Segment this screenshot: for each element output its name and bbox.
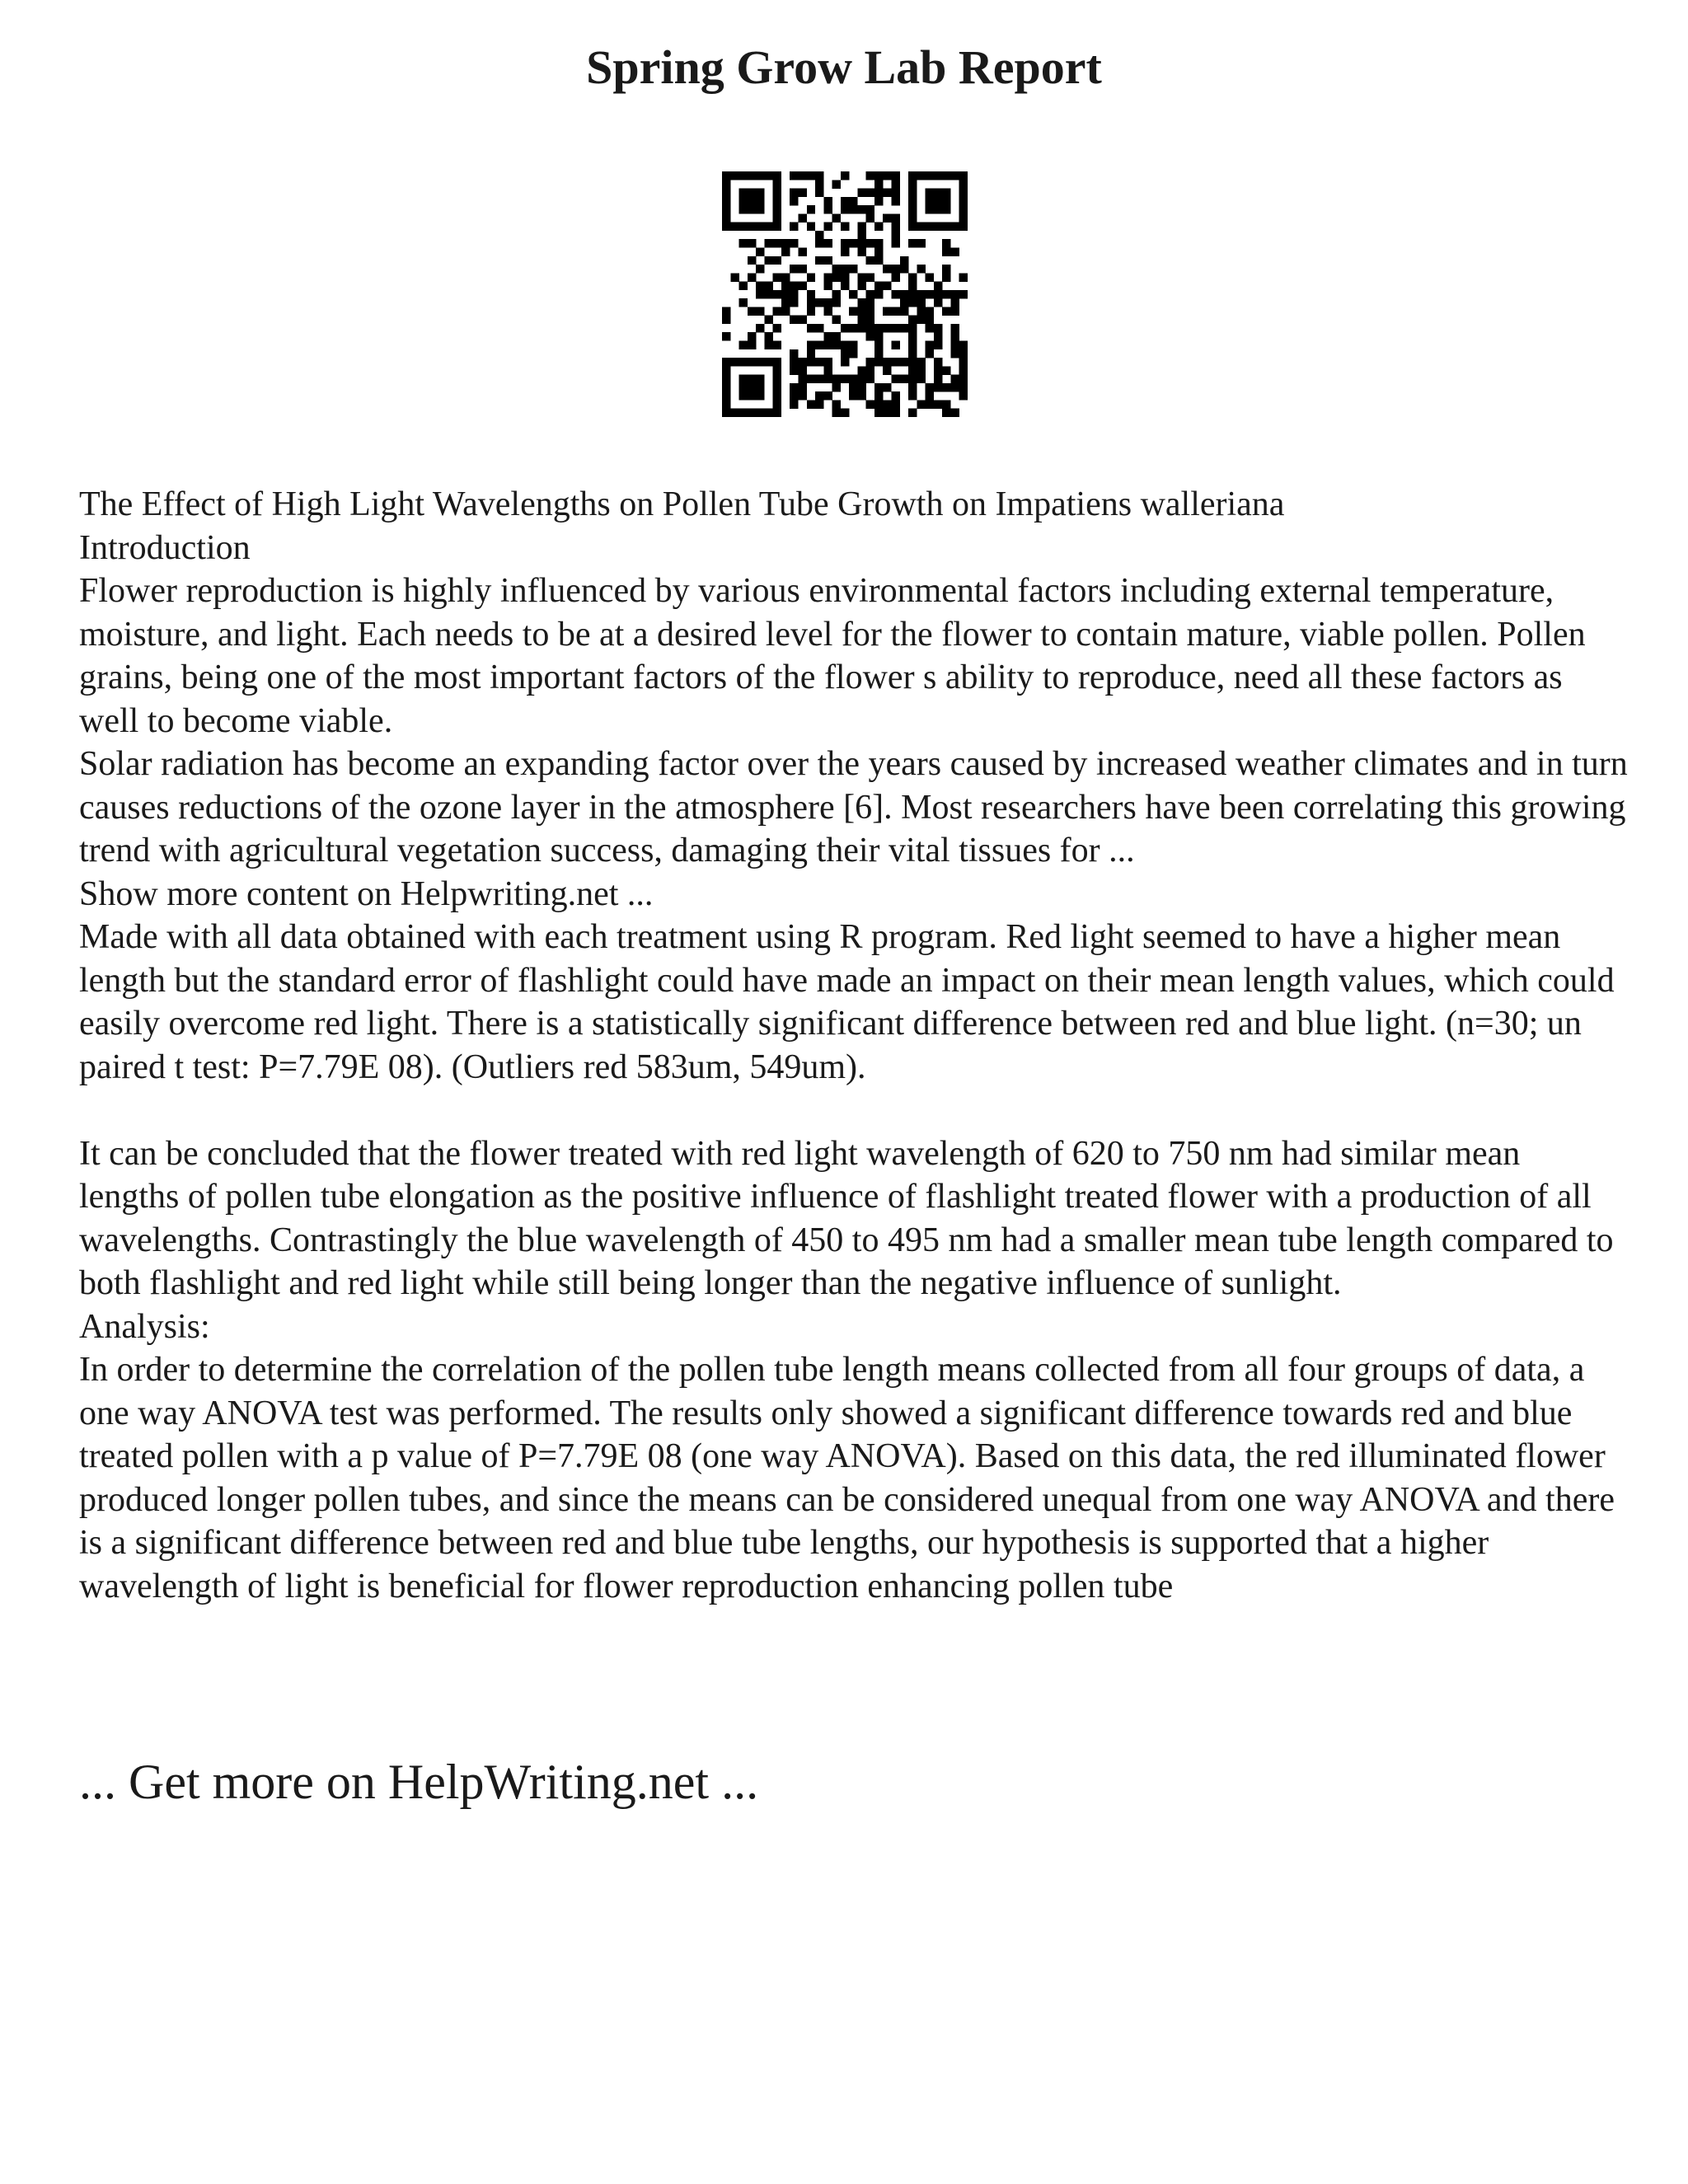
page-title: Spring Grow Lab Report [586, 40, 1102, 94]
paragraph-intro: Flower reproduction is highly influenced by various environmental factors including external temperature, moisture, and light. Each needs to be at a desired level for the flower to contain mature, viable pollen. Pollen grains, being one of the most important factors of the flower s ability to reproduce, need all these factors as well to become viable. [79, 572, 1586, 740]
section-heading-analysis: Analysis: [79, 1307, 210, 1346]
paragraph-solar-radiation: Solar radiation has become an expanding factor over the years caused by increased weather climates and in turn causes reductions of the ozone layer in the atmosphere [6]. Most researchers have been correlating this growing trend with agricultural vegetation success, damaging their vital tissues for ... [79, 745, 1628, 869]
section-heading-introduction: Introduction [79, 528, 251, 567]
paragraph-spacer [79, 1089, 1629, 1132]
report-body [79, 483, 1629, 1608]
paragraph-results: Made with all data obtained with each treatment using R program. Red light seemed to have a higher mean length but the standard error of flashlight could have made an impact on their mean length values, which could easily overcome red light. There is a statistically significant difference between red and blue light. (n=30; un paired t test: P=7.79E 08). (Outliers red 583um, 549um). [79, 918, 1615, 1086]
report-subtitle: The Effect of High Light Wavelengths on Pollen Tube Growth on Impatiens walleriana [79, 485, 1285, 523]
qr-code-graphic [722, 171, 968, 417]
qr-code-image [722, 171, 968, 417]
paragraph-conclusion: It can be concluded that the flower treated with red light wavelength of 620 to 750 nm had similar mean lengths of pollen tube elongation as the positive influence of flashlight treated flower with a production of all wavelengths. Contrastingly the blue wavelength of 450 to 495 nm had a smaller mean tube length compared to both flashlight and red light while still being longer than the negative influence of sunlight. [79, 1134, 1614, 1302]
paragraph-analysis: In order to determine the correlation of the pollen tube length means collected from all four groups of data, a one way ANOVA test was performed. The results only showed a significant difference towards red and blue treated pollen with a p value of P=7.79E 08 (one way ANOVA). Based on this data, the red illuminated flower produced longer pollen tubes, and since the means can be considered unequal from one way ANOVA and there is a significant difference between red and blue tube lengths, our hypothesis is supported that a higher wavelength of light is beneficial for flower reproduction enhancing pollen tube [79, 1351, 1615, 1605]
get-more-link[interactable]: ... Get more on HelpWriting.net ... [79, 1755, 759, 1809]
show-more-link[interactable]: Show more content on Helpwriting.net ... [79, 874, 654, 913]
